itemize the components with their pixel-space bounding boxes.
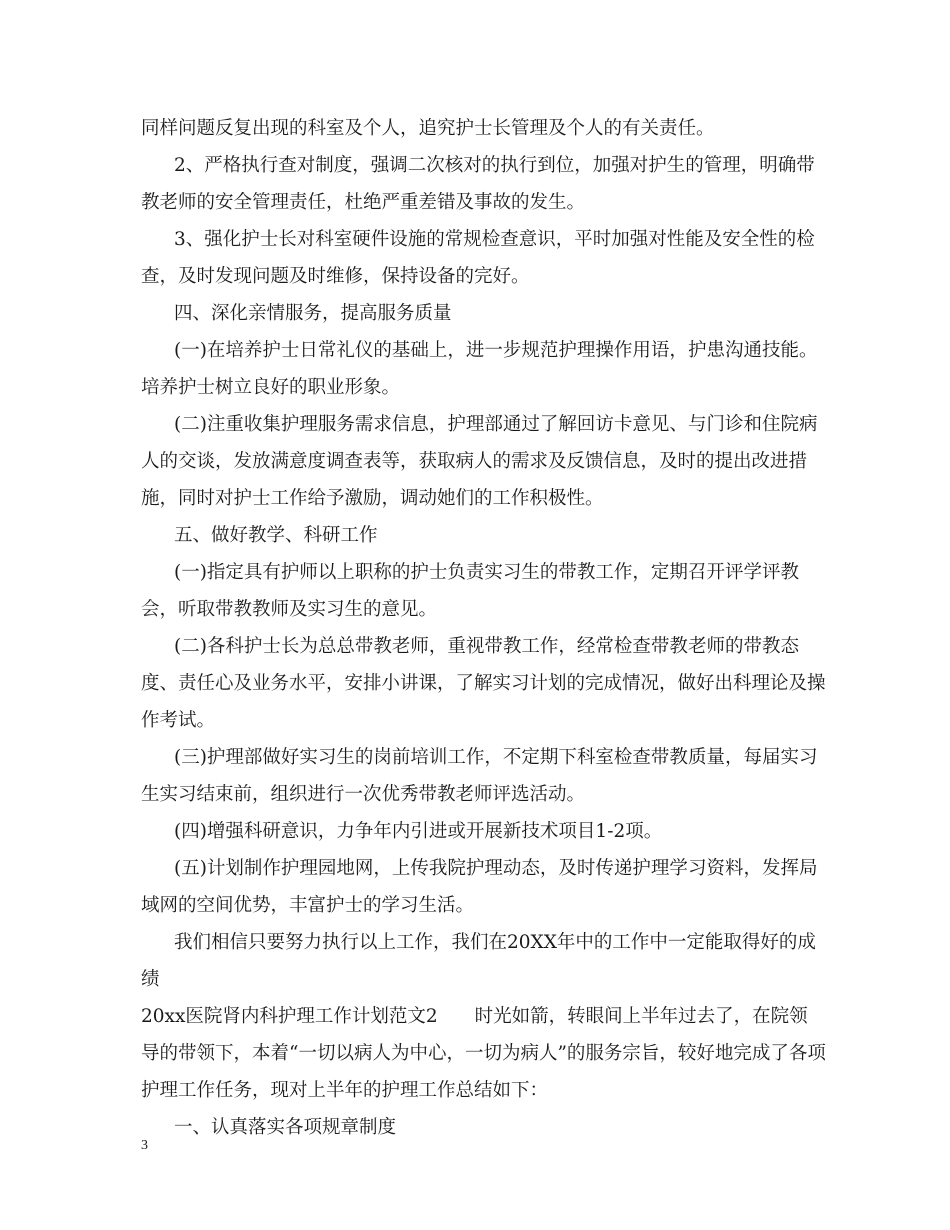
section-heading-5: 五、做好教学、科研工作 <box>174 525 378 546</box>
paragraph-12: (五)计划制作护理园地网，上传我院护理动态，及时传递护理学习资料，发挥局域网的空间优势，丰富护士的学习生活。 <box>141 858 818 916</box>
paragraph-10: (三)护理部做好实习生的岗前培训工作，不定期下科室检查带教质量，每届实习生实习结束前，组织进行一次优秀带教老师评选活动。 <box>141 747 818 805</box>
paragraph-13: 我们相信只要努力执行以上工作，我们在20XX年中的工作中一定能取得好的成绩 <box>141 932 816 990</box>
paragraph-6: (二)注重收集护理服务需求信息，护理部通过了解回访卡意见、与门诊和住院病人的交谈，发放满意度调查表等，获取病人的需求及反馈信息，及时的提出改进措施，同时对护士工作给予激励，调动她们的工作积极性。 <box>141 414 818 509</box>
paragraph-9: (二)各科护士长为总总带教老师，重视带教工作，经常检查带教老师的带教态度、责任心及业务水平，安排小讲课，了解实习计划的完成情况，做好出科理论及操作考试。 <box>141 636 826 731</box>
document-body <box>141 110 826 1146</box>
section-heading-1: 一、认真落实各项规章制度 <box>174 1117 397 1138</box>
paragraph-1: 同样问题反复出现的科室及个人，追究护士长管理及个人的有关责任。 <box>141 118 715 139</box>
paragraph-3: 3、强化护士长对科室硬件设施的常规检查意识，平时加强对性能及安全性的检查，及时发现问题及时维修，保持设备的完好。 <box>141 229 815 287</box>
paragraph-11: (四)增强科研意识，力争年内引进或开展新技术项目1-2项。 <box>174 821 663 842</box>
paragraph-14: 20xx医院肾内科护理工作计划范文2 时光如箭，转眼间上半年过去了，在院领导的带领下，本着“一切以病人为中心，一切为病人”的服务宗旨，较好地完成了各项护理工作任务，现对上半年的护理工作总结如下： <box>141 1006 826 1101</box>
page-number: 3 <box>141 1138 148 1153</box>
paragraph-8: (一)指定具有护师以上职称的护士负责实习生的带教工作，定期召开评学评教会，听取带教教师及实习生的意见。 <box>141 562 799 620</box>
section-heading-4: 四、深化亲情服务，提高服务质量 <box>174 303 452 324</box>
paragraph-5: (一)在培养护士日常礼仪的基础上，进一步规范护理操作用语，护患沟通技能。培养护士树立良好的职业形象。 <box>141 340 818 398</box>
paragraph-2: 2、严格执行查对制度，强调二次核对的执行到位，加强对护生的管理，明确带教老师的安全管理责任，杜绝严重差错及事故的发生。 <box>141 155 815 213</box>
